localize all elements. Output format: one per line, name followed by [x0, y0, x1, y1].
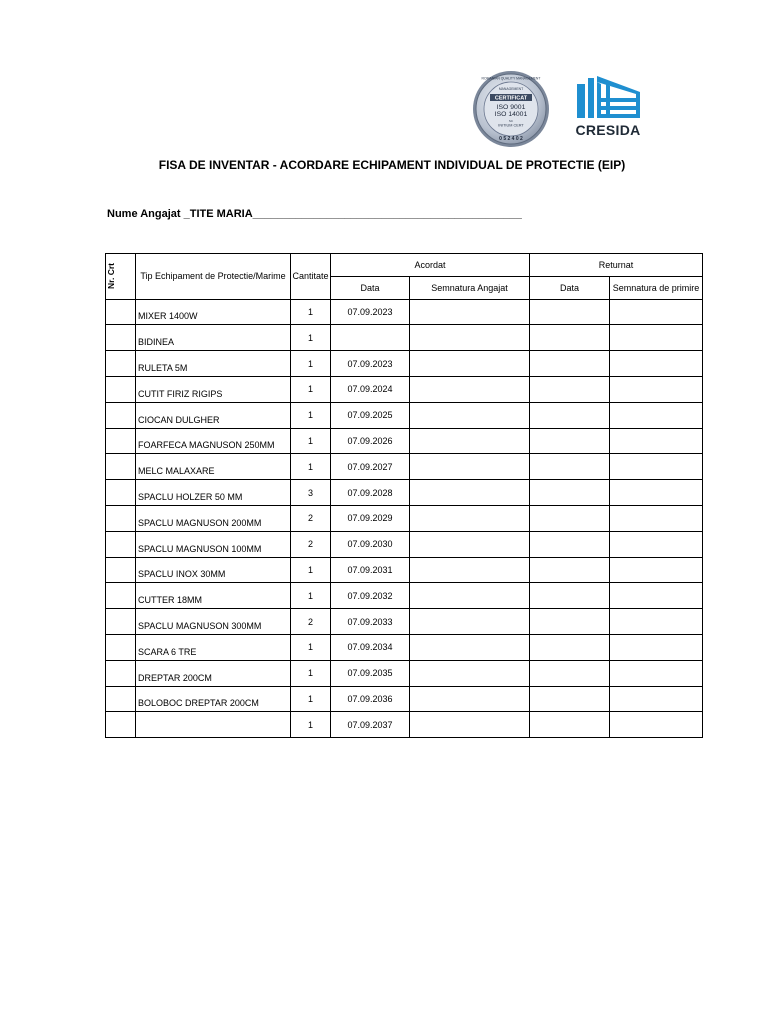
row-number-cell — [106, 376, 136, 402]
row-receiver-signature-cell[interactable] — [610, 660, 703, 686]
row-item-cell: CUTTER 18MM — [136, 583, 291, 609]
table-row — [106, 686, 703, 712]
row-quantity-cell: 1 — [291, 712, 331, 738]
header-type: Tip Echipament de Protectie/Marime — [136, 254, 291, 300]
row-employee-signature-cell[interactable] — [410, 351, 530, 377]
row-item-cell: FOARFECA MAGNUSON 250MM — [136, 428, 291, 454]
row-employee-signature-cell[interactable] — [410, 712, 530, 738]
row-number-cell — [106, 325, 136, 351]
row-date-returned-cell[interactable] — [530, 351, 610, 377]
row-date-granted-cell: 07.09.2025 — [331, 402, 410, 428]
row-number-cell — [106, 686, 136, 712]
row-receiver-signature-cell[interactable] — [610, 686, 703, 712]
table-row — [106, 325, 703, 351]
table-row — [106, 712, 703, 738]
employee-name-line — [107, 208, 522, 220]
row-quantity-cell: 1 — [291, 402, 331, 428]
row-employee-signature-cell[interactable] — [410, 402, 530, 428]
inventory-table — [105, 253, 703, 738]
row-number-cell — [106, 609, 136, 635]
row-date-granted-cell: 07.09.2024 — [331, 376, 410, 402]
table-row — [106, 531, 703, 557]
row-item-cell: SCARA 6 TRE — [136, 634, 291, 660]
table-row — [106, 428, 703, 454]
row-receiver-signature-cell[interactable] — [610, 712, 703, 738]
row-receiver-signature-cell[interactable] — [610, 325, 703, 351]
row-employee-signature-cell[interactable] — [410, 428, 530, 454]
iso-certificate-seal — [472, 70, 550, 148]
row-date-granted-cell: 07.09.2027 — [331, 454, 410, 480]
row-date-returned-cell[interactable] — [530, 712, 610, 738]
row-date-granted-cell: 07.09.2036 — [331, 686, 410, 712]
header-date-granted: Data — [331, 276, 410, 299]
row-quantity-cell: 1 — [291, 454, 331, 480]
row-item-cell — [136, 712, 291, 738]
row-employee-signature-cell[interactable] — [410, 376, 530, 402]
row-quantity-cell: 2 — [291, 531, 331, 557]
row-receiver-signature-cell[interactable] — [610, 583, 703, 609]
row-date-returned-cell[interactable] — [530, 454, 610, 480]
header-nr-crt-cell — [106, 254, 136, 300]
row-date-returned-cell[interactable] — [530, 480, 610, 506]
row-employee-signature-cell[interactable] — [410, 660, 530, 686]
table-header-row-1 — [106, 254, 703, 277]
row-receiver-signature-cell[interactable] — [610, 376, 703, 402]
seal-certificat: CERTIFICAT — [494, 95, 528, 102]
row-employee-signature-cell[interactable] — [410, 505, 530, 531]
row-receiver-signature-cell[interactable] — [610, 351, 703, 377]
table-row — [106, 583, 703, 609]
row-receiver-signature-cell[interactable] — [610, 557, 703, 583]
row-number-cell — [106, 428, 136, 454]
document-title: FISA DE INVENTAR - ACORDARE ECHIPAMENT INDIVIDUAL DE PROTECTIE (EIP) — [158, 158, 626, 172]
row-date-returned-cell[interactable] — [530, 299, 610, 325]
table-row — [106, 557, 703, 583]
row-item-cell: BOLOBOC DREPTAR 200CM — [136, 686, 291, 712]
row-employee-signature-cell[interactable] — [410, 325, 530, 351]
row-date-returned-cell[interactable] — [530, 325, 610, 351]
row-quantity-cell: 1 — [291, 557, 331, 583]
row-date-returned-cell[interactable] — [530, 376, 610, 402]
table-row — [106, 376, 703, 402]
row-date-granted-cell: 07.09.2032 — [331, 583, 410, 609]
seal-initium: INITIUM CERT — [498, 123, 524, 128]
table-row — [106, 454, 703, 480]
row-number-cell — [106, 454, 136, 480]
row-employee-signature-cell[interactable] — [410, 634, 530, 660]
row-number-cell — [106, 402, 136, 428]
table-row — [106, 609, 703, 635]
row-item-cell: SPACLU INOX 30MM — [136, 557, 291, 583]
row-item-cell: SPACLU HOLZER 50 MM — [136, 480, 291, 506]
row-date-returned-cell[interactable] — [530, 660, 610, 686]
seal-sc: SC — [508, 119, 514, 123]
row-quantity-cell: 1 — [291, 376, 331, 402]
table-row — [106, 351, 703, 377]
row-employee-signature-cell[interactable] — [410, 609, 530, 635]
row-quantity-cell: 2 — [291, 505, 331, 531]
cresida-logo — [566, 74, 650, 138]
seal-iso14001: ISO 14001 — [494, 111, 528, 118]
row-date-granted-cell: 07.09.2030 — [331, 531, 410, 557]
row-item-cell: SPACLU MAGNUSON 100MM — [136, 531, 291, 557]
row-date-returned-cell[interactable] — [530, 557, 610, 583]
row-quantity-cell: 1 — [291, 583, 331, 609]
row-receiver-signature-cell[interactable] — [610, 634, 703, 660]
row-receiver-signature-cell[interactable] — [610, 505, 703, 531]
header-date-returned: Data — [530, 276, 610, 299]
row-date-granted-cell: 07.09.2033 — [331, 609, 410, 635]
row-date-returned-cell[interactable] — [530, 686, 610, 712]
header-granted: Acordat — [331, 254, 530, 277]
logo-text: CRESIDA — [575, 122, 641, 138]
row-item-cell: CUTIT FIRIZ RIGIPS — [136, 376, 291, 402]
seal-iso9001: ISO 9001 — [496, 104, 526, 111]
header-returned: Returnat — [530, 254, 703, 277]
row-number-cell — [106, 351, 136, 377]
header-receiver-signature: Semnatura de primire — [610, 276, 703, 299]
row-receiver-signature-cell[interactable] — [610, 454, 703, 480]
row-employee-signature-cell[interactable] — [410, 583, 530, 609]
row-date-granted-cell: 07.09.2031 — [331, 557, 410, 583]
employee-name-underline: ____________________________________________ — [252, 208, 522, 220]
row-item-cell: SPACLU MAGNUSON 300MM — [136, 609, 291, 635]
row-date-granted-cell: 07.09.2023 — [331, 351, 410, 377]
row-quantity-cell: 1 — [291, 299, 331, 325]
row-employee-signature-cell[interactable] — [410, 480, 530, 506]
row-quantity-cell: 1 — [291, 428, 331, 454]
seal-number: 0 5 2 4 0 2 — [499, 136, 523, 142]
row-item-cell: CIOCAN DULGHER — [136, 402, 291, 428]
row-date-returned-cell[interactable] — [530, 583, 610, 609]
row-quantity-cell: 1 — [291, 325, 331, 351]
row-receiver-signature-cell[interactable] — [610, 428, 703, 454]
row-number-cell — [106, 557, 136, 583]
table-row — [106, 299, 703, 325]
row-number-cell — [106, 660, 136, 686]
row-date-granted-cell: 07.09.2028 — [331, 480, 410, 506]
table-row — [106, 634, 703, 660]
row-receiver-signature-cell[interactable] — [610, 480, 703, 506]
table-row — [106, 480, 703, 506]
row-quantity-cell: 1 — [291, 660, 331, 686]
row-receiver-signature-cell[interactable] — [610, 299, 703, 325]
row-number-cell — [106, 583, 136, 609]
row-item-cell: MIXER 1400W — [136, 299, 291, 325]
row-item-cell: DREPTAR 200CM — [136, 660, 291, 686]
building-logo-icon — [566, 74, 650, 122]
row-date-returned-cell[interactable] — [530, 505, 610, 531]
row-item-cell: MELC MALAXARE — [136, 454, 291, 480]
row-item-cell: SPACLU MAGNUSON 200MM — [136, 505, 291, 531]
header-quantity: Cantitate — [291, 254, 331, 300]
header-nr-crt: Nr. Crt — [106, 263, 116, 290]
row-date-returned-cell[interactable] — [530, 531, 610, 557]
row-date-granted-cell: 07.09.2026 — [331, 428, 410, 454]
row-quantity-cell: 2 — [291, 609, 331, 635]
row-number-cell — [106, 480, 136, 506]
row-item-cell: RULETA 5M — [136, 351, 291, 377]
row-date-returned-cell[interactable] — [530, 609, 610, 635]
header-employee-signature: Semnatura Angajat — [410, 276, 530, 299]
row-date-returned-cell[interactable] — [530, 428, 610, 454]
row-date-granted-cell: 07.09.2037 — [331, 712, 410, 738]
seal-top-text: ROMANIAN QUALITY MANAGEMENT — [481, 76, 541, 81]
row-number-cell — [106, 505, 136, 531]
row-number-cell — [106, 712, 136, 738]
row-employee-signature-cell[interactable] — [410, 686, 530, 712]
row-employee-signature-cell[interactable] — [410, 531, 530, 557]
employee-name-label: Nume Angajat _TITE MARIA — [107, 208, 253, 220]
row-employee-signature-cell[interactable] — [410, 299, 530, 325]
row-quantity-cell: 1 — [291, 351, 331, 377]
seal-line1: MANAGEMENT — [498, 87, 524, 91]
table-row — [106, 660, 703, 686]
row-employee-signature-cell[interactable] — [410, 454, 530, 480]
row-date-granted-cell: 07.09.2035 — [331, 660, 410, 686]
row-date-granted-cell: 07.09.2034 — [331, 634, 410, 660]
row-quantity-cell: 1 — [291, 686, 331, 712]
row-number-cell — [106, 634, 136, 660]
row-date-granted-cell: 07.09.2023 — [331, 299, 410, 325]
row-item-cell: BIDINEA — [136, 325, 291, 351]
row-receiver-signature-cell[interactable] — [610, 609, 703, 635]
row-quantity-cell: 3 — [291, 480, 331, 506]
row-date-returned-cell[interactable] — [530, 634, 610, 660]
table-row — [106, 505, 703, 531]
row-employee-signature-cell[interactable] — [410, 557, 530, 583]
row-number-cell — [106, 531, 136, 557]
row-date-granted-cell: 07.09.2029 — [331, 505, 410, 531]
row-date-returned-cell[interactable] — [530, 402, 610, 428]
row-number-cell — [106, 299, 136, 325]
table-row — [106, 402, 703, 428]
row-receiver-signature-cell[interactable] — [610, 402, 703, 428]
row-receiver-signature-cell[interactable] — [610, 531, 703, 557]
row-date-granted-cell — [331, 325, 410, 351]
row-quantity-cell: 1 — [291, 634, 331, 660]
